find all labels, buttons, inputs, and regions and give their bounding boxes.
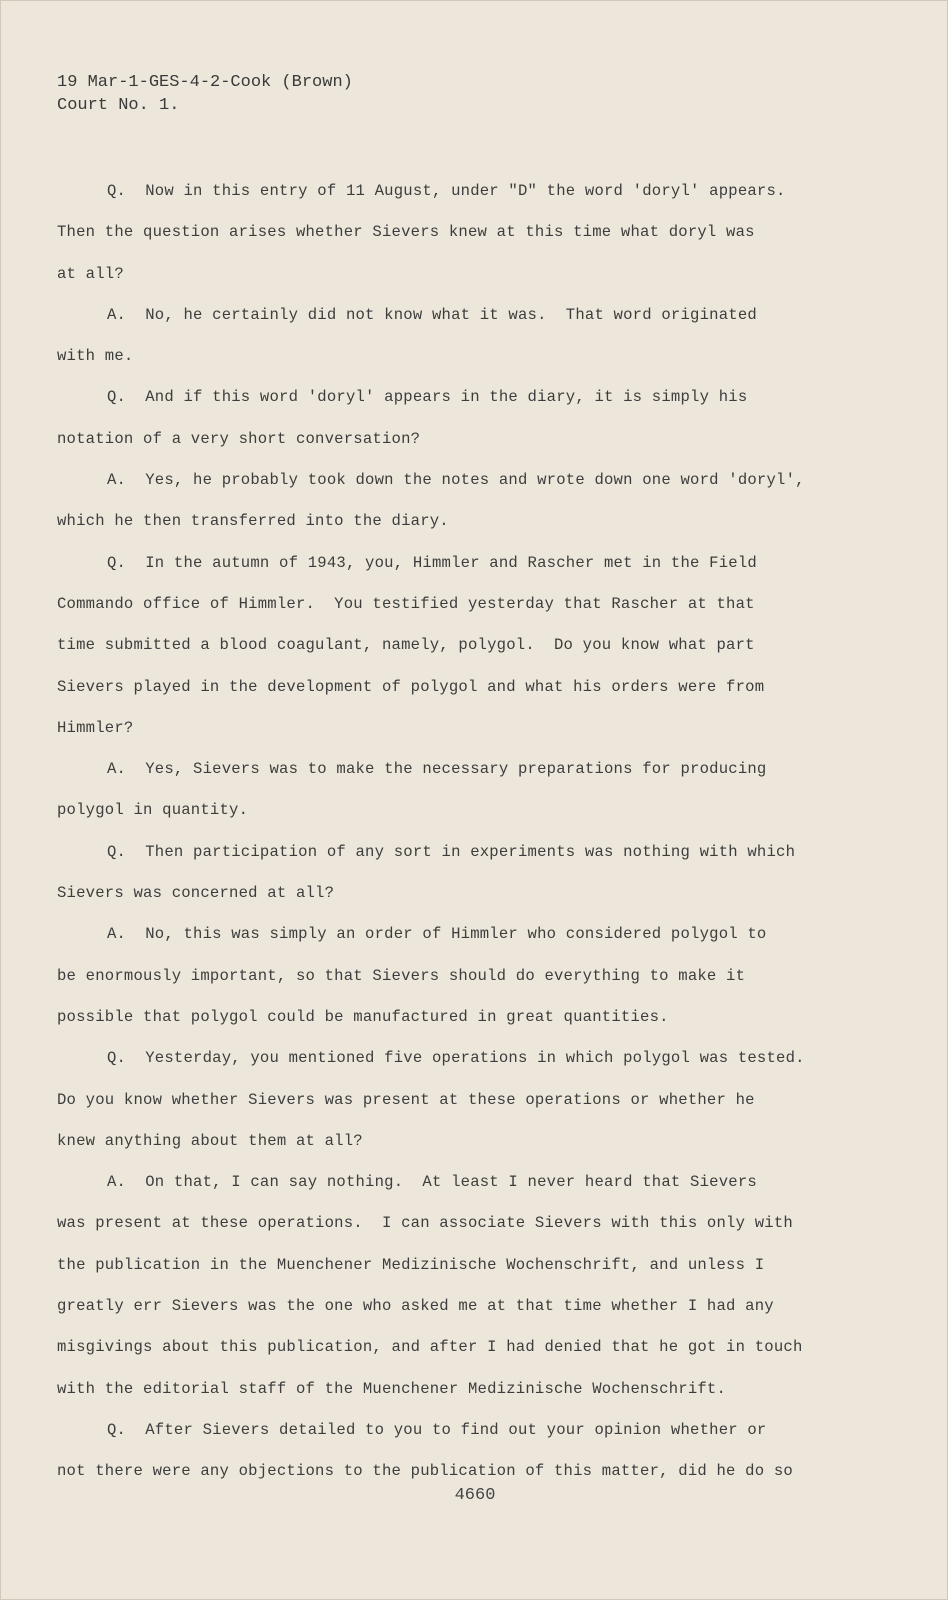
transcript-line: was present at these operations. I can associate Sievers with this only with [57, 1214, 793, 1233]
transcript-line: Q. In the autumn of 1943, you, Himmler and Rascher met in the Field [107, 553, 757, 572]
transcript-line: Q. Now in this entry of 11 August, under "D" the word 'doryl' appears. [107, 182, 786, 200]
page-number: 4660 [454, 1486, 496, 1505]
transcript-line: Q. Then participation of any sort in experiments was nothing with which [107, 842, 796, 861]
transcript-body [57, 171, 857, 1493]
transcript-line: greatly err Sievers was the one who asked me at that time whether I had any [57, 1297, 774, 1316]
transcript-line: notation of a very short conversation? [57, 429, 421, 448]
transcript-line: Q. Yesterday, you mentioned five operations in which polygol was tested. [107, 1049, 805, 1068]
transcript-line: A. Yes, Sievers was to make the necessary preparations for producing [107, 760, 767, 779]
transcript-line: Q. After Sievers detailed to you to find out your opinion whether or [107, 1420, 767, 1439]
transcript-line: the publication in the Muenchener Medizinische Wochenschrift, and unless I [57, 1255, 765, 1274]
transcript-line: with the editorial staff of the Muenchener Medizinische Wochenschrift. [57, 1379, 727, 1398]
transcript-line: Commando office of Himmler. You testified yesterday that Rascher at that [57, 594, 755, 613]
transcript-line: at all? [57, 264, 124, 283]
transcript-line: possible that polygol could be manufactured in great quantities. [57, 1007, 669, 1026]
transcript-line: misgivings about this publication, and after I had denied that he got in touch [57, 1338, 803, 1357]
transcript-line: A. Yes, he probably took down the notes and wrote down one word 'doryl', [107, 471, 805, 490]
transcript-line: A. On that, I can say nothing. At least I never heard that Sievers [107, 1173, 757, 1192]
document-header [57, 71, 353, 117]
transcript-line: Then the question arises whether Sievers knew at this time what doryl was [57, 223, 755, 242]
header-court: Court No. 1. [57, 96, 180, 115]
transcript-line: Himmler? [57, 718, 134, 737]
transcript-line: polygol in quantity. [57, 801, 249, 820]
transcript-line: Q. And if this word 'doryl' appears in the diary, it is simply his [107, 388, 748, 407]
transcript-line: be enormously important, so that Sievers should do everything to make it [57, 966, 746, 985]
transcript-line: Sievers played in the development of polygol and what his orders were from [57, 677, 765, 696]
transcript-line: time submitted a blood coagulant, namely, polygol. Do you know what part [57, 636, 755, 655]
transcript-line: with me. [57, 347, 134, 366]
transcript-line: A. No, he certainly did not know what it was. That word originated [107, 305, 757, 324]
transcript-line: which he then transferred into the diary. [57, 512, 449, 531]
transcript-line: Sievers was concerned at all? [57, 884, 335, 903]
transcript-line: A. No, this was simply an order of Himmler who considered polygol to [107, 925, 767, 944]
transcript-line: not there were any objections to the publication of this matter, did he do so [57, 1462, 793, 1481]
header-reference: 19 Mar-1-GES-4-2-Cook (Brown) [57, 73, 353, 92]
transcript-line: Do you know whether Sievers was present at these operations or whether he [57, 1090, 755, 1109]
transcript-line: knew anything about them at all? [57, 1131, 363, 1150]
